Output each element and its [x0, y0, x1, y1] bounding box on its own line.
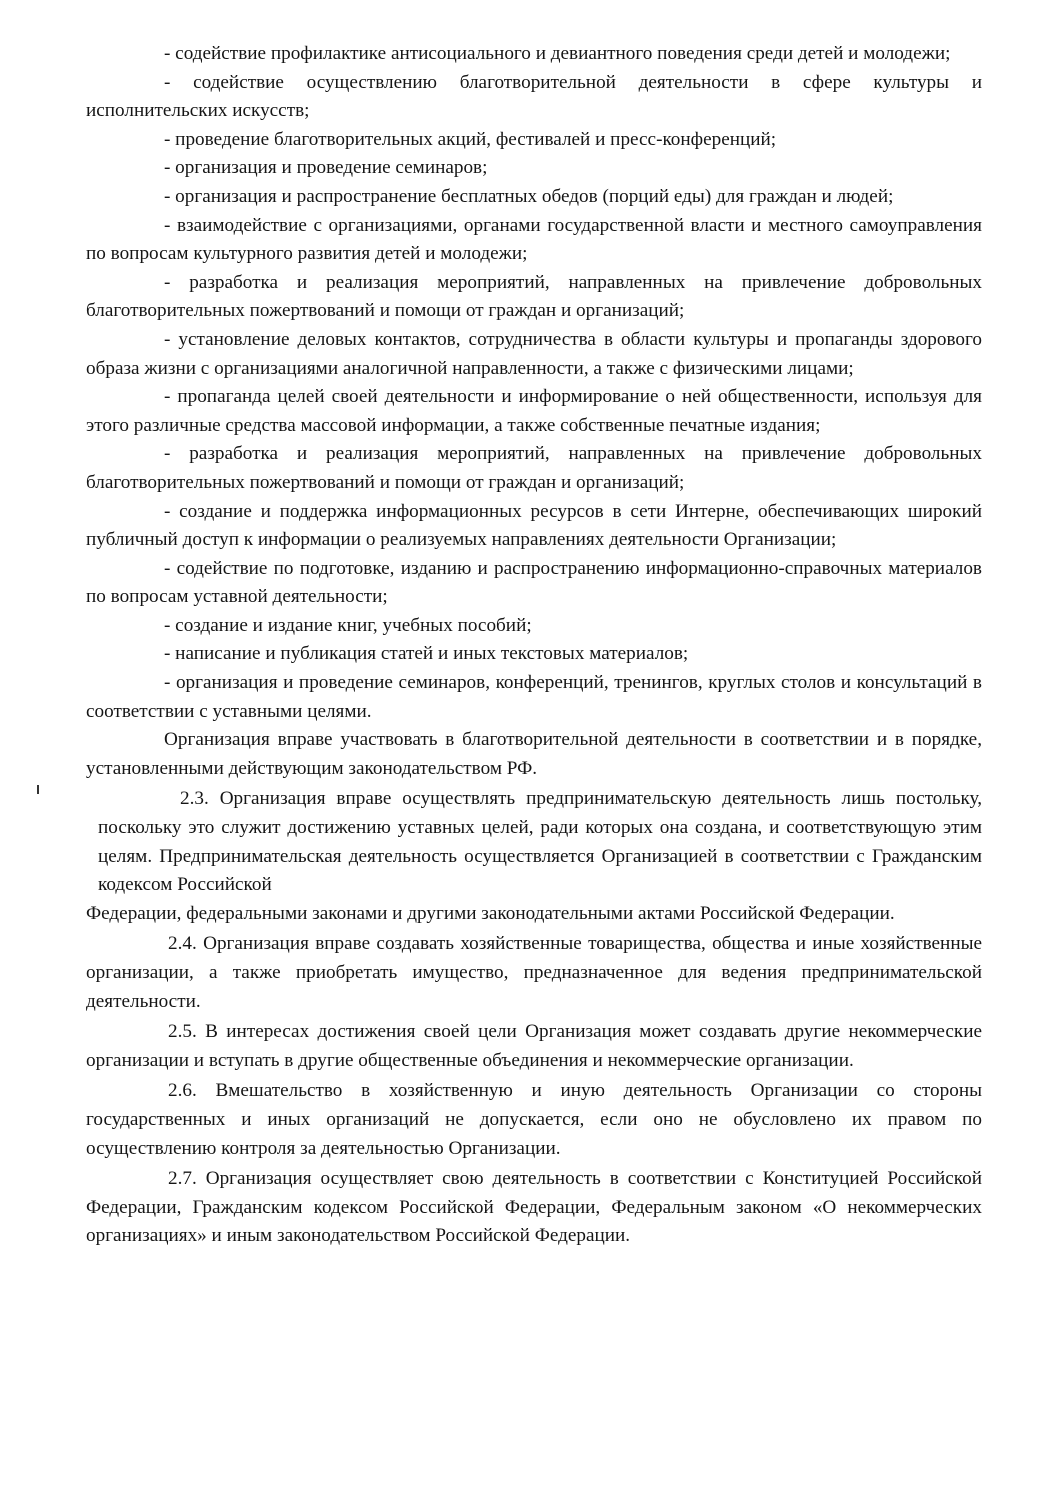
list-item: - пропаганда целей своей деятельности и информирование о ней общественности, используя для этого различные средства массовой информации, а также собственные печатные издания;	[86, 386, 982, 436]
list-item: - разработка и реализация мероприятий, направленных на привлечение добровольных благотворительных пожертвований и помощи от граждан и организаций;	[86, 271, 982, 322]
list-item: - установление деловых контактов, сотрудничества в области культуры и пропаганды здорового образа жизни с организациями аналогичной направленности, а также с физическими лицами;	[86, 328, 982, 379]
list-item: - создание и поддержка информационных ресурсов в сети Интерне, обеспечивающих широкий публичный доступ к информации о реализуемых направлениях деятельности Организации;	[86, 500, 982, 551]
section-2-6: 2.6. Вмешательство в хозяйственную и иную деятельность Организации со стороны государственных и иных организаций не допускается, если оно не обусловлено их правом по осуществлению контроля за деятельностью Организации.	[86, 1080, 982, 1159]
list-item: - организация и проведение семинаров;	[164, 157, 488, 179]
list-item: - содействие осуществлению благотворительной деятельности в сфере культуры и исполнительских искусств;	[86, 71, 982, 122]
list-item: - организация и распространение бесплатных обедов (порций еды) для граждан и людей;	[164, 185, 894, 207]
charity-paragraph: Организация вправе участвовать в благотворительной деятельности в соответствии и в порядке, установленными действующим законодательством РФ.	[86, 729, 982, 779]
list-item: - организация и проведение семинаров, конференций, тренингов, круглых столов и консультаций в соответствии с уставными целями.	[86, 672, 982, 722]
list-item: - разработка и реализация мероприятий, направленных на привлечение добровольных благотворительных пожертвований и помощи от граждан и организаций;	[86, 443, 982, 493]
section-2-7: 2.7. Организация осуществляет свою деятельность в соответствии с Конституцией Российской Федерации, Гражданским кодексом Российской Федерации, Федеральным законом «О некоммерческих организациях» и иным законодательством Российской Федерации.	[86, 1168, 982, 1247]
list-item: - содействие по подготовке, изданию и распространению информационно-справочных материалов по вопросам уставной деятельности;	[86, 557, 982, 608]
list-item: - содействие профилактике антисоциального и девиантного поведения среди детей и молодежи;	[164, 43, 951, 64]
list-item: - создание и издание книг, учебных пособий;	[164, 614, 532, 636]
list-item: - проведение благотворительных акций, фестивалей и пресс-конференций;	[164, 128, 777, 150]
section-2-3: 2.3. Организация вправе осуществлять предпринимательскую деятельность лишь постольку, поскольку это служит достижению уставных целей, ради которых она создана, и соответствующую этим целям. Предпринимательская деятельность осуществляется Организацией в соответствии с Гражданским кодексом Российской	[98, 788, 982, 896]
section-2-5: 2.5. В интересах достижения своей цели Организация может создавать другие некоммерческие организации и вступать в другие общественные объединения и некоммерческие организации.	[86, 1021, 982, 1071]
scan-mark	[37, 785, 39, 794]
section-2-3-continuation: Федерации, федеральными законами и другими законодательными актами Российской Федерации.	[86, 902, 895, 924]
list-item: - написание и публикация статей и иных текстовых материалов;	[164, 643, 689, 665]
section-2-4: 2.4. Организация вправе создавать хозяйственные товарищества, общества и иные хозяйственные организации, а также приобретать имущество, предназначенное для ведения предпринимательской деятельности.	[86, 933, 982, 1012]
list-item: - взаимодействие с организациями, органами государственной власти и местного самоуправления по вопросам культурного развития детей и молодежи;	[86, 214, 982, 265]
